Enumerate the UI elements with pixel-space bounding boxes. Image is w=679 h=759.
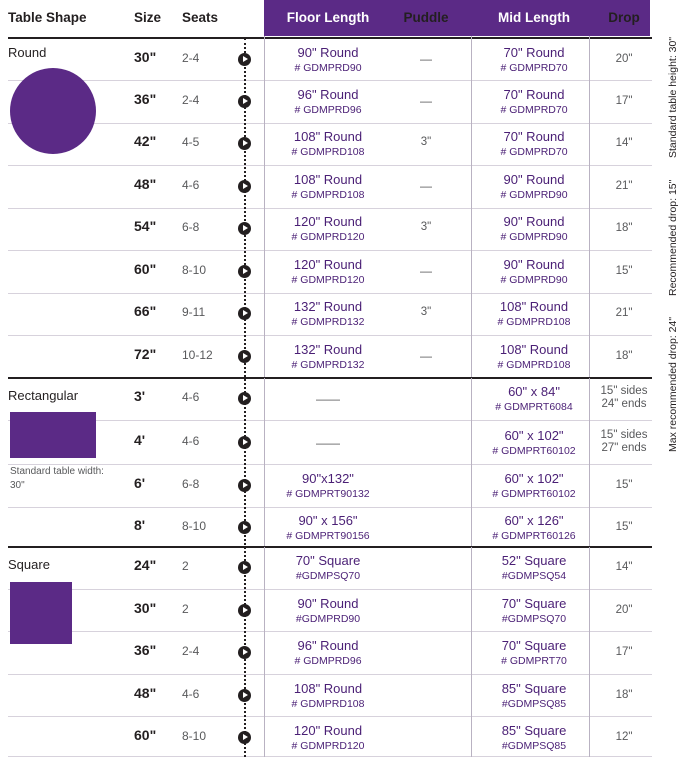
cell-floor-sku: #GDMPRD90 [295,613,361,625]
cell-floor-sku: # GDMPRD132 [291,316,365,328]
row-arrow-icon [238,307,251,320]
cell-seats: 2-4 [182,51,200,65]
cell-drop: 15" [615,479,633,491]
cell-size: 8' [134,517,146,533]
cell-floor-sku: # GDMPRT90132 [286,488,370,500]
cell-mid-length: 70" Round [503,87,565,102]
cell-size: 30" [134,49,157,65]
cell-seats: 4-6 [182,687,200,701]
cell-floor-sku: #GDMPSQ70 [295,570,361,582]
cell-size: 36" [134,642,157,658]
section-label-square: Square [8,557,50,572]
cell-size: 42" [134,133,157,149]
cell-floor-length: 120" Round [293,723,363,738]
cell-size: 54" [134,218,157,234]
cell-mid-sku: # GDMPRD90 [500,231,568,243]
cell-drop: 15" sides [600,385,648,397]
row-arrow-icon [238,689,251,702]
cell-mid-sku: # GDMPRD90 [500,189,568,201]
cell-floor-length: 90" Round [297,45,359,60]
cell-drop-secondary: 24" ends [601,398,647,410]
cell-seats: 2-4 [182,644,200,658]
cell-drop: 21" [615,307,633,319]
cell-puddle: 3" [420,306,432,318]
cell-mid-length: 70" Square [501,596,567,611]
rule [8,674,652,675]
cell-mid-length: 90" Round [503,214,565,229]
cell-mid-sku: # GDMPRT6084 [495,401,573,413]
cell-seats: 4-6 [182,178,200,192]
cell-puddle: — [420,179,432,193]
cell-floor-length: 90" x 156" [298,513,358,528]
cell-mid-sku: # GDMPRD70 [500,62,568,74]
divider-floor-left [264,36,265,377]
cell-puddle: — [420,349,432,363]
rule [8,335,652,336]
cell-mid-sku: # GDMPRD108 [497,316,571,328]
rule-header-bottom [8,37,652,39]
cell-size: 24" [134,557,157,573]
cell-mid-length: 70" Round [503,129,565,144]
cell-mid-sku: #GDMPSQ85 [501,698,567,710]
row-arrow-icon [238,731,251,744]
cell-drop: 17" [615,646,633,658]
cell-floor-sku: # GDMPRD132 [291,359,365,371]
cell-floor-sku: # GDMPRD108 [291,189,365,201]
side-note-max-drop: Max recommended drop: 24" [667,316,679,452]
cell-drop: 12" [615,731,633,743]
row-arrow-icon [238,180,251,193]
divider-floor-left-rect [264,378,265,546]
cell-mid-sku: # GDMPRT70 [501,655,567,667]
cell-drop: 18" [615,350,633,362]
header-size: Size [134,10,162,25]
cell-floor-sku: # GDMPRD96 [294,104,362,116]
row-arrow-icon [238,392,251,405]
section-label-round: Round [8,45,47,60]
cell-mid-length: 60" x 102" [504,428,564,443]
cell-mid-length: 108" Round [499,342,569,357]
cell-floor-length: 108" Round [293,681,363,696]
rule [8,631,652,632]
divider-floor-left-square [264,547,265,757]
cell-floor-sku: # GDMPRD108 [291,698,365,710]
cell-floor-length: 108" Round [293,172,363,187]
cell-mid-length: 70" Round [503,45,565,60]
cell-mid-sku: # GDMPRD108 [497,359,571,371]
cell-mid-sku: # GDMPRD70 [500,146,568,158]
cell-seats: 2 [182,559,189,573]
cell-floor-sku: # GDMPRD120 [291,740,365,752]
row-arrow-icon [238,604,251,617]
cell-drop: 15" sides [600,429,648,441]
cell-mid-length: 85" Square [501,681,567,696]
cell-floor-length: 70" Square [295,553,361,568]
row-arrow-icon [238,521,251,534]
cell-floor-length: 120" Round [293,257,363,272]
header-drop: Drop [608,10,640,25]
cell-drop: 18" [615,222,633,234]
cell-seats: 4-6 [182,434,200,448]
shape-swatch-round [10,68,96,154]
cell-mid-length: 90" Round [503,172,565,187]
rule [8,716,652,717]
cell-drop-secondary: 27" ends [601,442,647,454]
cell-drop: 18" [615,689,633,701]
rule [8,123,652,124]
cell-floor-sku: # GDMPRD108 [291,146,365,158]
cell-size: 4' [134,432,146,448]
side-note-recommended-drop: Recommended drop: 15" [667,179,679,296]
cell-mid-length: 52" Square [501,553,567,568]
row-arrow-icon [238,479,251,492]
cell-size: 48" [134,176,157,192]
cell-size: 48" [134,685,157,701]
cell-mid-sku: # GDMPRT60126 [492,530,576,542]
cell-puddle: — [420,52,432,66]
divider-mid-left-rect [471,378,472,546]
cell-mid-length: 60" x 102" [504,471,564,486]
rule [8,293,652,294]
divider-mid-left-square [471,547,472,757]
shape-swatch-square [10,582,72,644]
row-arrow-icon [238,350,251,363]
cell-floor-sku: # GDMPRD90 [294,62,362,74]
cell-seats: 8-10 [182,263,207,277]
cell-floor-length: —— [316,436,340,450]
rule [8,165,652,166]
row-arrow-icon [238,265,251,278]
cell-seats: 9-11 [182,305,206,319]
cell-seats: 6-8 [182,220,200,234]
cell-mid-length: 70" Square [501,638,567,653]
row-arrow-icon [238,137,251,150]
header-seats: Seats [182,10,219,25]
cell-drop: 15" [615,521,633,533]
cell-mid-length: 60" x 84" [508,384,560,399]
cell-mid-sku: # GDMPRT60102 [492,488,576,500]
rect-standard-width-note: Standard table width: 30" [10,466,104,491]
row-arrow-icon [238,222,251,235]
cell-floor-length: 132" Round [293,342,363,357]
cell-drop: 20" [615,53,633,65]
rule [8,589,652,590]
cell-size: 60" [134,727,157,743]
cell-drop: 17" [615,95,633,107]
cell-seats: 10-12 [182,348,213,362]
header-floor-length: Floor Length [286,10,370,25]
cell-floor-length: 90"x132" [302,471,354,486]
cell-floor-length: 108" Round [293,129,363,144]
cell-drop: 14" [615,137,633,149]
cell-size: 3' [134,388,146,404]
cell-mid-sku: #GDMPSQ54 [501,570,567,582]
rule [8,80,652,81]
cell-floor-sku: # GDMPRD120 [291,231,365,243]
cell-mid-sku: #GDMPSQ70 [501,613,567,625]
cell-floor-length: 96" Round [297,87,359,102]
cell-size: 30" [134,600,157,616]
cell-seats: 4-6 [182,390,200,404]
cell-puddle: 3" [420,136,432,148]
cell-puddle: — [420,94,432,108]
row-arrow-icon [238,95,251,108]
cell-drop: 21" [615,180,633,192]
cell-size: 6' [134,475,146,491]
rule [8,420,652,421]
cell-floor-length: 120" Round [293,214,363,229]
cell-floor-length: —— [316,392,340,406]
cell-drop: 20" [615,604,633,616]
cell-floor-length: 90" Round [297,596,359,611]
divider-mid-left [471,36,472,377]
table-row [0,43,679,80]
rule [8,507,652,508]
cell-seats: 8-10 [182,729,207,743]
cell-mid-length: 60" x 126" [504,513,564,528]
cell-seats: 2-4 [182,93,200,107]
cell-mid-length: 85" Square [501,723,567,738]
cell-seats: 8-10 [182,519,207,533]
row-arrow-icon [238,561,251,574]
side-note-table-height: Standard table height: 30" [667,36,679,158]
cell-floor-sku: # GDMPRD120 [291,274,365,286]
cell-floor-sku: # GDMPRD96 [294,655,362,667]
cell-mid-length: 108" Round [499,299,569,314]
header-mid-length: Mid Length [498,10,570,25]
cell-mid-sku: # GDMPRT60102 [492,445,576,457]
cell-mid-sku: # GDMPRD70 [500,104,568,116]
cell-size: 66" [134,303,157,319]
cell-puddle: — [420,264,432,278]
cell-mid-length: 90" Round [503,257,565,272]
cell-size: 72" [134,346,157,362]
shape-swatch-rectangular [10,412,96,458]
cell-mid-sku: #GDMPSQ85 [501,740,567,752]
rule [8,250,652,251]
rule-section-rect-end [8,546,652,548]
cell-floor-length: 132" Round [293,299,363,314]
cell-seats: 6-8 [182,477,200,491]
cell-seats: 4-5 [182,135,200,149]
row-arrow-icon [238,53,251,66]
cell-drop: 14" [615,561,633,573]
table-header [0,0,679,36]
section-label-rectangular: Rectangular [8,388,79,403]
rule [8,756,652,757]
row-arrow-icon [238,436,251,449]
cell-seats: 2 [182,602,189,616]
header-table-shape: Table Shape [8,10,87,25]
cell-size: 36" [134,91,157,107]
cell-size: 60" [134,261,157,277]
cell-drop: 15" [615,265,633,277]
rule [8,208,652,209]
rule-section-round-end [8,377,652,379]
header-puddle: Puddle [403,10,449,25]
cell-floor-length: 96" Round [297,638,359,653]
cell-puddle: 3" [420,221,432,233]
row-arrow-icon [238,646,251,659]
cell-mid-sku: # GDMPRD90 [500,274,568,286]
cell-floor-sku: # GDMPRT90156 [286,530,370,542]
